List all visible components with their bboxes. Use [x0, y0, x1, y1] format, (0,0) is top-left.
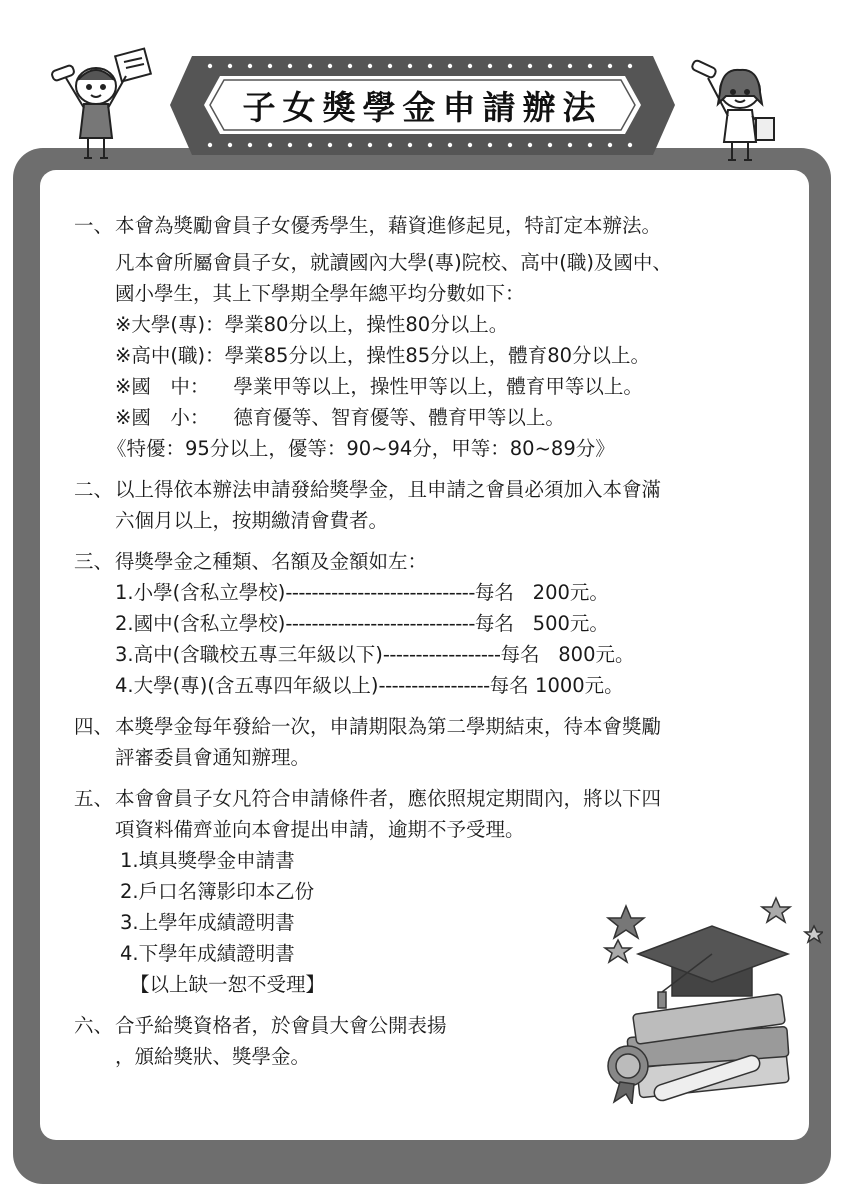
list-item: 2.戶口名簿影印本乙份 — [120, 880, 315, 903]
award-amount: 1000元。 — [535, 674, 624, 697]
list-item: 3.上學年成績證明書 — [120, 911, 295, 934]
award-row — [115, 577, 804, 608]
section-text: 本獎學金每年發給一次，申請期限為第二學期結束，待本會獎勵 — [115, 715, 662, 738]
requirement-row — [115, 340, 804, 371]
section-5 — [74, 783, 804, 845]
requirement-level: 高中(職)： — [131, 344, 225, 367]
award-label: 2.國中(含私立學校) — [115, 612, 286, 635]
section-text: 項資料備齊並向本會提出申請，逾期不予受理。 — [115, 818, 525, 841]
section-text: 評審委員會通知辦理。 — [115, 746, 311, 769]
award-amount: 200元。 — [532, 581, 609, 604]
requirement-mark: ※ — [115, 375, 132, 398]
title-banner — [170, 48, 675, 163]
requirement-row — [115, 371, 804, 402]
list-item: 1.填具獎學金申請書 — [120, 849, 295, 872]
award-label: 4.大學(專)(含五專四年級以上) — [115, 674, 379, 697]
requirement-mark: ※ — [115, 344, 132, 367]
eligibility-text: 國小學生，其上下學期全學年總平均分數如下： — [115, 282, 525, 305]
award-per: 每名 — [474, 581, 514, 604]
section-number: 四、 — [74, 715, 114, 738]
section-2 — [74, 474, 804, 536]
requirement-text: 學業甲等以上，操性甲等以上，體育甲等以上。 — [233, 375, 643, 398]
requirement-note: 【以上缺一恕不受理】 — [130, 973, 326, 996]
graduation-cap-books-icon — [598, 892, 823, 1104]
requirement-row — [115, 402, 804, 433]
boy-with-certificate-icon — [48, 46, 158, 166]
award-label: 1.小學(含私立學校) — [115, 581, 286, 604]
requirement-level: 大學(專)： — [131, 313, 225, 336]
list-item: 4.下學年成績證明書 — [120, 942, 295, 965]
award-amount: 500元。 — [532, 612, 609, 635]
section-number: 六、 — [74, 1014, 114, 1037]
section-1 — [74, 210, 804, 241]
section-text: ，頒給獎狀、獎學金。 — [115, 1045, 311, 1068]
award-leader: ----------------------------- — [285, 581, 475, 604]
award-list — [74, 577, 804, 701]
section-4 — [74, 711, 804, 773]
section-text: 本會會員子女凡符合申請條件者，應依照規定期間內，將以下四 — [115, 787, 662, 810]
award-leader: ----------------------------- — [285, 612, 475, 635]
requirement-text: 學業85分以上，操性85分以上，體育80分以上。 — [224, 344, 651, 367]
award-amount: 800元。 — [558, 643, 635, 666]
award-row — [115, 670, 804, 701]
requirement-mark: ※ — [115, 406, 132, 429]
award-leader: ------------------ — [382, 643, 501, 666]
award-per: 每名 — [500, 643, 540, 666]
section-text: 得獎學金之種類、名額及金額如左： — [115, 550, 428, 573]
award-row — [115, 608, 804, 639]
section-text: 合乎給獎資格者，於會員大會公開表揚 — [115, 1014, 447, 1037]
award-per: 每名 — [489, 674, 529, 697]
section-text: 本會為獎勵會員子女優秀學生，藉資進修起見，特訂定本辦法。 — [115, 214, 662, 237]
award-label: 3.高中(含職校五專三年級以下) — [115, 643, 383, 666]
grade-scale: 《特優：95分以上，優等：90~94分，甲等：80~89分》 — [107, 437, 615, 460]
eligibility-block — [74, 247, 804, 464]
section-number: 二、 — [74, 478, 114, 501]
section-3 — [74, 546, 804, 577]
section-text: 六個月以上，按期繳清會費者。 — [115, 509, 389, 532]
requirement-mark: ※ — [115, 313, 132, 336]
section-number: 一、 — [74, 214, 114, 237]
requirement-row — [115, 309, 804, 340]
page-title: 子女獎學金申請辦法 — [242, 88, 603, 127]
eligibility-text: 凡本會所屬會員子女，就讀國內大學(專)院校、高中(職)及國中、 — [115, 251, 672, 274]
requirement-level: 國 中： — [131, 375, 210, 398]
section-text: 以上得依本辦法申請發給獎學金，且申請之會員必須加入本會滿 — [115, 478, 662, 501]
section-number: 三、 — [74, 550, 114, 573]
section-number: 五、 — [74, 787, 114, 810]
award-row — [115, 639, 804, 670]
requirement-text: 學業80分以上，操性80分以上。 — [224, 313, 509, 336]
requirement-level: 國 小： — [131, 406, 210, 429]
award-per: 每名 — [474, 612, 514, 635]
award-leader: ----------------- — [378, 674, 490, 697]
girl-with-diploma-icon — [682, 56, 792, 166]
requirement-text: 德育優等、智育優等、體育甲等以上。 — [233, 406, 565, 429]
